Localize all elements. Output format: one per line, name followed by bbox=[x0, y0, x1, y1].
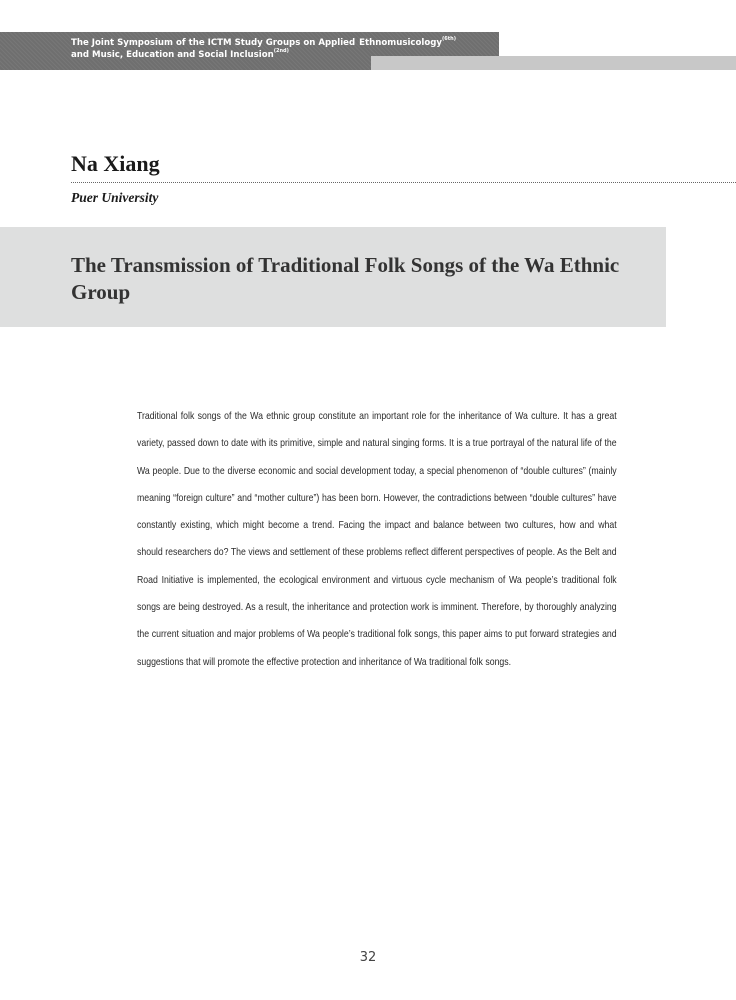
author-divider bbox=[71, 182, 736, 183]
abstract-paragraph: Traditional folk songs of the Wa ethnic group constitute an important role for the inheritance of Wa culture. It has a great variety, passed down to date with its primitive, simple and natural singing forms. It is a true portrayal of the natural life of the Wa people. Due to the diverse economic and social development today, a special phenomenon of “double cultures” (mainly meaning “foreign culture” and “mother culture”) has been born. However, the contradictions between “double cultures” have constantly existing, which might become a trend. Facing the impact and balance between two cultures, how and what should researchers do? The views and settlement of these problems reflect different perspectives of people. As the Belt and Road Initiative is implemented, the ecological environment and virtuous cycle mechanism of Wa people’s traditional folk songs are being destroyed. As a result, the inheritance and protection work is imminent. Therefore, by thoroughly analyzing the current situation and major problems of Wa people’s traditional folk songs, this paper aims to put forward strategies and suggestions that will promote the effective protection and inheritance of Wa traditional folk songs. bbox=[137, 411, 617, 668]
header-line-1-text: The Joint Symposium of the ICTM Study Groups on Applied bbox=[71, 38, 356, 48]
page-number: 32 bbox=[359, 950, 377, 965]
header-accent-strip bbox=[371, 56, 736, 70]
header-line-1-superscript: (6th) bbox=[442, 36, 457, 42]
paper-title: The Transmission of Traditional Folk Songs of the Wa Ethnic Group bbox=[71, 253, 620, 304]
header-line-1-term: Ethnomusicology bbox=[359, 38, 443, 48]
header-line-2-superscript: (2nd) bbox=[273, 48, 289, 54]
header-line-2-text: and Music, Education and Social Inclusion bbox=[71, 50, 274, 60]
author-name: Na Xiang bbox=[71, 151, 160, 176]
author-affiliation: Puer University bbox=[71, 190, 159, 205]
